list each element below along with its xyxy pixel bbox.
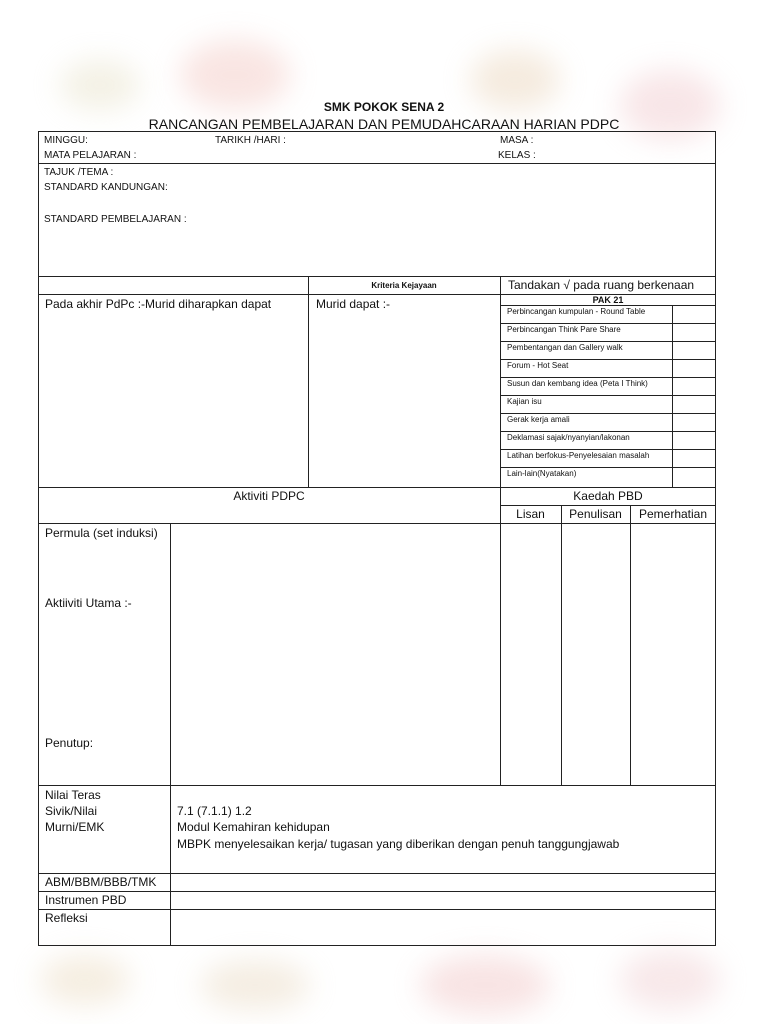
row-divider [38, 163, 716, 164]
nilai-label-line: Nilai Teras [45, 788, 101, 802]
kelas-label: KELAS : [498, 150, 536, 161]
instrumen-pbd-label: Instrumen PBD [45, 893, 127, 907]
pak-item: Perbincangan kumpulan - Round Table [507, 307, 646, 316]
kaedah-header: Kaedah PBD [573, 489, 643, 503]
document-title: RANCANGAN PEMBELAJARAN DAN PEMUDAHCARAAN HARIAN PDPC [148, 116, 620, 132]
standard-pembelajaran-label: STANDARD PEMBELAJARAN : [44, 214, 187, 225]
pak-item: Susun dan kembang idea (Peta I Think) [507, 379, 648, 388]
pak-divider [500, 341, 716, 342]
col-divider [561, 505, 562, 785]
mata-pelajaran-label: MATA PELAJARAN : [44, 150, 137, 161]
row-divider [38, 487, 716, 488]
pak-divider [500, 449, 716, 450]
kaedah-column-pemerhatian: Pemerhatian [638, 507, 708, 521]
aktiviti-utama-label: Aktiiviti Utama :- [45, 596, 132, 610]
school-name: SMK POKOK SENA 2 [323, 100, 445, 114]
row-divider [500, 505, 716, 506]
kaedah-column-penulisan: Penulisan [569, 507, 622, 521]
row-divider [38, 276, 716, 277]
pak-item: Deklamasi sajak/nyanyian/lakonan [507, 433, 630, 442]
row-divider [38, 523, 716, 524]
tajuk-label: TAJUK /TEMA : [44, 167, 114, 178]
nilai-value-line: Modul Kemahiran kehidupan [177, 820, 330, 834]
objective-text: Pada akhir PdPc :-Murid diharapkan dapat [45, 297, 272, 311]
kriteria-header: Kriteria Kejayaan [371, 281, 437, 290]
penutup-label: Penutup: [45, 736, 94, 750]
minggu-label: MINGGU: [44, 135, 88, 146]
row-divider [38, 873, 716, 874]
row-divider [38, 909, 716, 910]
col-divider [170, 523, 171, 945]
pak-divider [500, 359, 716, 360]
pak-divider [500, 467, 716, 468]
murid-dapat-text: Murid dapat :- [316, 297, 391, 311]
pak-divider [500, 323, 716, 324]
pak-item: Kajian isu [507, 397, 542, 406]
pak-item: Perbincangan Think Pare Share [507, 325, 621, 334]
pak-divider [500, 431, 716, 432]
pak-check-divider [672, 305, 673, 487]
kaedah-column-lisan: Lisan [516, 507, 545, 521]
nilai-value-line: MBPK menyelesaikan kerja/ tugasan yang diberikan dengan penuh tanggungjawab [177, 837, 620, 851]
nilai-label-line: Murni/EMK [45, 820, 105, 834]
pak-divider [500, 413, 716, 414]
col-divider [308, 276, 309, 487]
pak-item: Pembentangan dan Gallery walk [507, 343, 623, 352]
row-divider [38, 891, 716, 892]
permula-label: Permula (set induksi) [45, 526, 158, 540]
refleksi-label: Refleksi [45, 911, 88, 925]
masa-label: MASA : [500, 135, 534, 146]
row-divider [38, 785, 716, 786]
nilai-value-line: 7.1 (7.1.1) 1.2 [177, 804, 252, 818]
tarikh-label: TARIKH /HARI : [215, 135, 286, 146]
pak-divider [500, 377, 716, 378]
pak-item: Latihan berfokus-Penyelesaian masalah [507, 451, 650, 460]
pak-item: Gerak kerja amali [507, 415, 570, 424]
aktiviti-header: Aktiviti PDPC [233, 489, 305, 503]
col-divider [630, 505, 631, 785]
tandakan-header: Tandakan √ pada ruang berkenaan [508, 278, 695, 292]
abm-label: ABM/BBM/BBB/TMK [45, 875, 157, 889]
col-divider [500, 276, 501, 785]
nilai-label-line: Sivik/Nilai [45, 804, 98, 818]
pak21-title: PAK 21 [592, 295, 624, 305]
pak-item: Lain-lain(Nyatakan) [507, 469, 577, 478]
pak-item: Forum - Hot Seat [507, 361, 569, 370]
pak-divider [500, 395, 716, 396]
standard-kandungan-label: STANDARD KANDUNGAN: [44, 182, 168, 193]
